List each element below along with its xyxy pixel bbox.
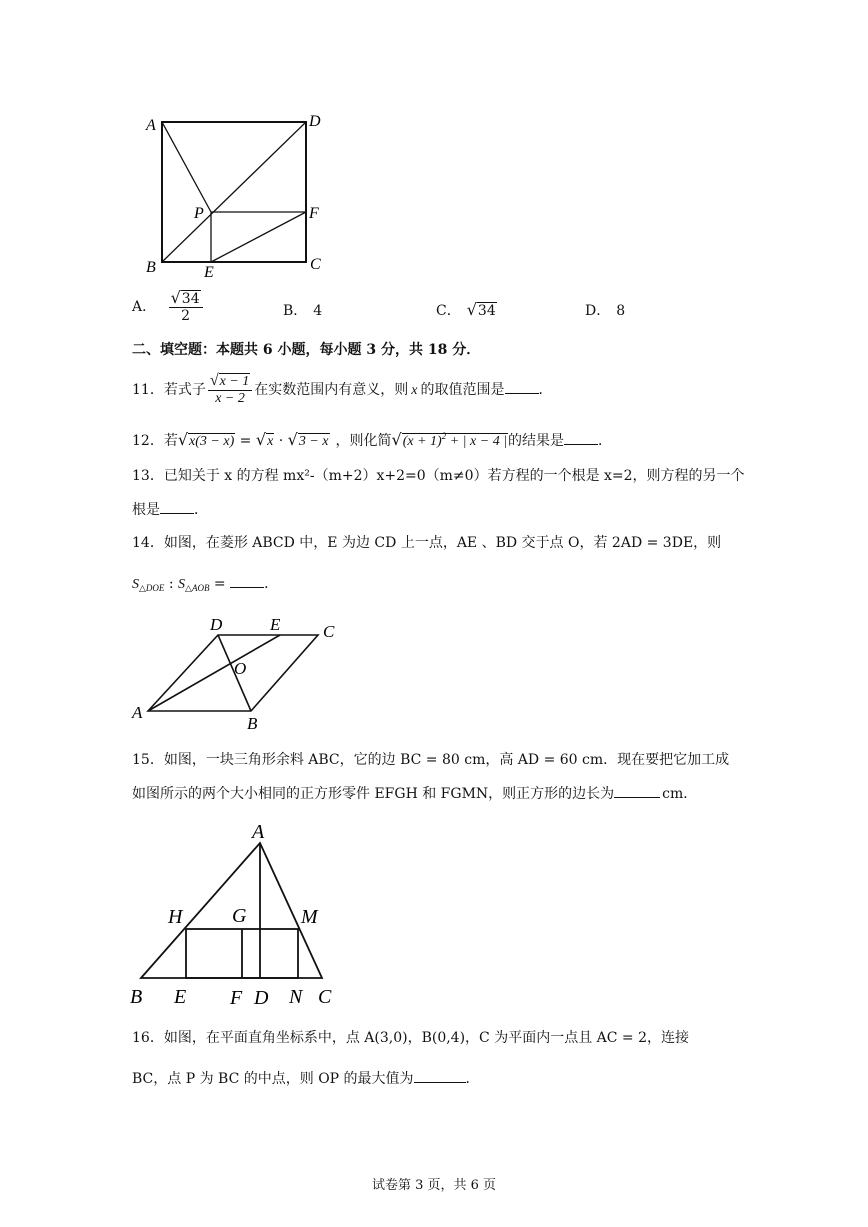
label-e: E <box>270 615 281 634</box>
q11-text2: 在实数范围内有意义，则 <box>254 382 409 398</box>
q12-radicand-1: x(3 − x) <box>189 434 235 449</box>
label-e: E <box>204 264 214 278</box>
option-c-label: C． <box>436 303 461 319</box>
label-a: A <box>132 703 143 722</box>
triangle-figure <box>126 818 356 1010</box>
label-n: N <box>289 986 303 1008</box>
q15-unit: cm． <box>662 786 698 802</box>
answer-blank[interactable] <box>414 1068 466 1083</box>
label-d: D <box>254 987 269 1009</box>
q14-s2-sub: △AOB <box>185 583 210 593</box>
q14-s1-sub: △DOE <box>139 583 165 593</box>
q11-number: 11． <box>132 382 164 398</box>
q14-s1: S <box>132 577 139 592</box>
q12-text2: ，则化简 <box>335 433 392 449</box>
label-o: O <box>234 659 247 678</box>
question-13-line-2 <box>132 499 208 520</box>
option-b <box>283 301 322 321</box>
q11-text: 若式子 <box>163 382 206 398</box>
answer-blank[interactable] <box>230 573 264 588</box>
q16-end: ． <box>465 1071 480 1087</box>
option-a-denominator: 2 <box>181 308 191 324</box>
page-footer: 试卷第 3 页，共 6 页 <box>371 1178 497 1193</box>
question-12: 12．若√x(3 − x) = √x · √3 − x ，则化简$√(x + 1)^2$ + | x − 4 |的结果是 ． <box>132 430 613 449</box>
q11-end: ． <box>538 382 553 398</box>
answer-blank[interactable] <box>160 499 194 514</box>
q12-radicand-2: x <box>267 434 274 449</box>
option-b-label: B． <box>283 303 308 319</box>
q14-end: ． <box>264 576 279 592</box>
answer-blank[interactable] <box>505 379 539 394</box>
q14-equals: = <box>209 576 231 592</box>
question-13-line-1: 13．已知关于 x 的方程 mx²-（m+2）x+2=0（m≠0）若方程的一个根是 x=2，则方程的另一个 <box>132 468 745 484</box>
q12-radicand-4c: + | x − 4 | <box>446 434 508 449</box>
option-c: C． √34 <box>436 300 496 319</box>
q13-end: ． <box>194 502 208 518</box>
q16-text: BC，点 P 为 BC 的中点，则 OP 的最大值为 <box>132 1071 414 1087</box>
label-g: G <box>232 905 247 927</box>
option-a-label: A． <box>132 299 157 315</box>
label-c: C <box>318 986 332 1008</box>
q11-denominator: x − 2 <box>215 391 245 406</box>
question-14-line-2 <box>132 573 278 598</box>
q12-text: 若 <box>163 433 178 449</box>
section-heading: 二、填空题：本题共 6 小题，每小题 3 分，共 18 分． <box>132 342 481 358</box>
option-b-value: 4 <box>313 303 323 319</box>
q12-radicand-3: 3 − x <box>298 434 329 449</box>
q12-text3: 的结果是 <box>508 433 565 449</box>
label-m: M <box>301 906 318 928</box>
q12-exponent: 2 <box>441 431 447 441</box>
label-d: D <box>309 113 321 130</box>
option-d <box>585 301 625 321</box>
answer-blank[interactable] <box>564 430 598 445</box>
label-b: B <box>130 986 143 1008</box>
q14-colon: : <box>164 576 179 592</box>
label-f: F <box>309 205 319 222</box>
q11-numerator: x − 1 <box>219 374 250 389</box>
label-d: D <box>210 615 223 634</box>
option-d-label: D． <box>585 303 611 319</box>
answer-blank[interactable] <box>614 783 660 798</box>
q11-text3: 的取值范围是 <box>420 382 505 398</box>
label-a: A <box>146 117 156 134</box>
question-15-line-1: 15．如图，一块三角形余料 ABC，它的边 BC = 80 cm，高 AD = 60 cm．现在要把它加工成 <box>132 752 730 768</box>
label-c: C <box>310 256 321 273</box>
option-c-value: 34 <box>477 303 496 319</box>
label-f: F <box>230 987 243 1009</box>
label-b: B <box>146 259 156 276</box>
q12-equals: = <box>235 433 256 449</box>
label-a: A <box>252 821 265 843</box>
q13-text: 根是 <box>132 502 160 518</box>
q12-radicand-4a: (x + 1) <box>402 434 442 449</box>
label-c: C <box>323 622 335 641</box>
option-a: A． $\frac{√34}{2}$ <box>132 290 205 332</box>
question-14-line-1: 14．如图，在菱形 ABCD 中，E 为边 CD 上一点，AE 、BD 交于点 O，若 2AD = 3DE，则 <box>132 535 722 551</box>
q12-dot: · <box>274 433 288 449</box>
q12-number: 12． <box>132 433 164 449</box>
q15-text: 如图所示的两个大小相同的正方形零件 EFGH 和 FGMN，则正方形的边长为 <box>132 786 615 802</box>
question-11: 11．若式子 $\frac{√x - 1}{x - 2}$ 在实数范围内有意义，则 x 的取值范围是 ． <box>132 372 553 406</box>
question-15-line-2 <box>132 783 697 804</box>
square-figure <box>140 108 340 278</box>
label-h: H <box>168 906 183 928</box>
q14-s2: S <box>178 577 186 592</box>
q11-variable: x <box>411 383 418 398</box>
q12-end: ． <box>598 433 613 449</box>
label-p: P <box>194 205 204 222</box>
option-d-value: 8 <box>616 303 626 319</box>
rhombus-figure <box>126 612 356 734</box>
question-16-line-1: 16．如图，在平面直角坐标系中，点 A(3,0)，B(0,4)，C 为平面内一点且 AC = 2，连接 <box>132 1030 690 1046</box>
label-b: B <box>247 714 258 733</box>
option-a-numerator: 34 <box>181 291 200 307</box>
label-e: E <box>174 986 187 1008</box>
question-16-line-2 <box>132 1068 480 1089</box>
